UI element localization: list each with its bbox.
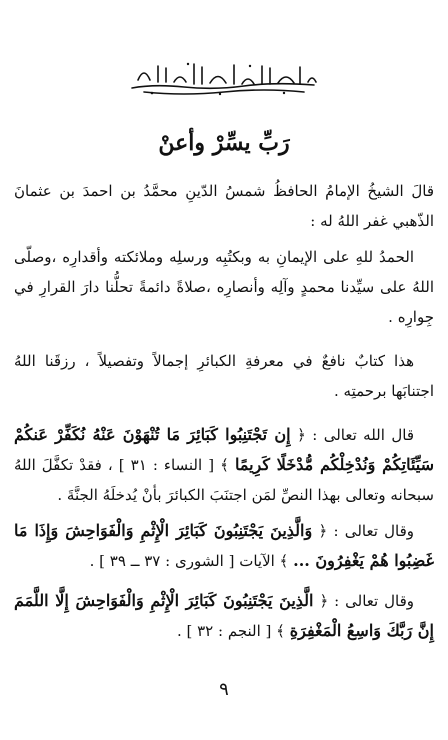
quran-citation-shura <box>14 516 434 576</box>
citation-reference: ﴾ الآيات [ الشورى : ٣٧ ــ ٣٩ ] . <box>89 552 289 570</box>
page-heading: رَبِّ يسِّرْ وأعنْ <box>158 130 290 156</box>
citation-lead: قال الله تعالى : ﴿ <box>296 426 414 444</box>
book-description-paragraph: هذا كتابٌ نافعٌ في معرفةِ الكبائرِ إجمالاً وتفصيلاً ، رزقَنا اللهُ اجتنابَها برحمتِه . <box>14 352 434 400</box>
intro-paragraph: قالَ الشيخُ الإمامُ الحافظُ شمسُ الدّينِ محمَّدُ بن احمدَ بن عثمانَ الذّهبي غفر اللهُ له : <box>14 182 434 230</box>
citation-lead: وقال تعالى : ﴿ <box>319 592 414 610</box>
citation-lead: وقال تعالى : ﴿ <box>318 522 414 540</box>
citation-reference: ﴾ [ النساء : ٣١ ] ، فقدْ تكفَّلَ اللهُ سبحانه وتعالى بهذا النصِّ لمَن اجتنَبَ الكبائرَ بأنْ يُدخلَهُ الجنَّةَ . <box>14 456 434 504</box>
citation-reference: ﴾ [ النجم : ٣٢ ] . <box>176 622 285 640</box>
quran-verse: الَّذِينَ يَجْتَنِبُونَ كَبَائِرَ الْإِثْمِ وَالْفَوَاحِشَ إِلَّا اللَّمَمَ إِنَّ رَبَّكَ وَاسِعُ الْمَغْفِرَةِ <box>14 591 434 640</box>
page-number: ٩ <box>219 679 229 700</box>
quran-citation-nisa <box>14 420 434 510</box>
quran-verse: وَالَّذِينَ يَجْتَنِبُونَ كَبَائِرَ الْإِثْمِ وَالْفَوَاحِشَ وَإِذَا مَا غَضِبُوا هُمْ يَغْفِرُونَ ... <box>14 521 434 570</box>
quran-citation-najm <box>14 586 434 646</box>
basmala-calligraphy-icon <box>124 58 324 96</box>
praise-paragraph: الحمدُ للهِ على الإيمانِ به وبكتُبِه ورسلِه وملائكته وأقدارِه ،وصلّى اللهُ على سيِّدنا محمدٍ وآلِه وأنصارِه ،صلاةً دائمةً تحلُّنا دارَ القرارِ في جِوارِه . <box>14 248 434 326</box>
quran-verse: إِن تَجْتَنِبُوا كَبَائِرَ مَا تُنْهَوْنَ عَنْهُ نُكَفِّرْ عَنكُمْ سَيِّئَاتِكُمْ وَنُدْخِلْكُم مُّدْخَلًا كَرِيمًا <box>14 425 434 474</box>
